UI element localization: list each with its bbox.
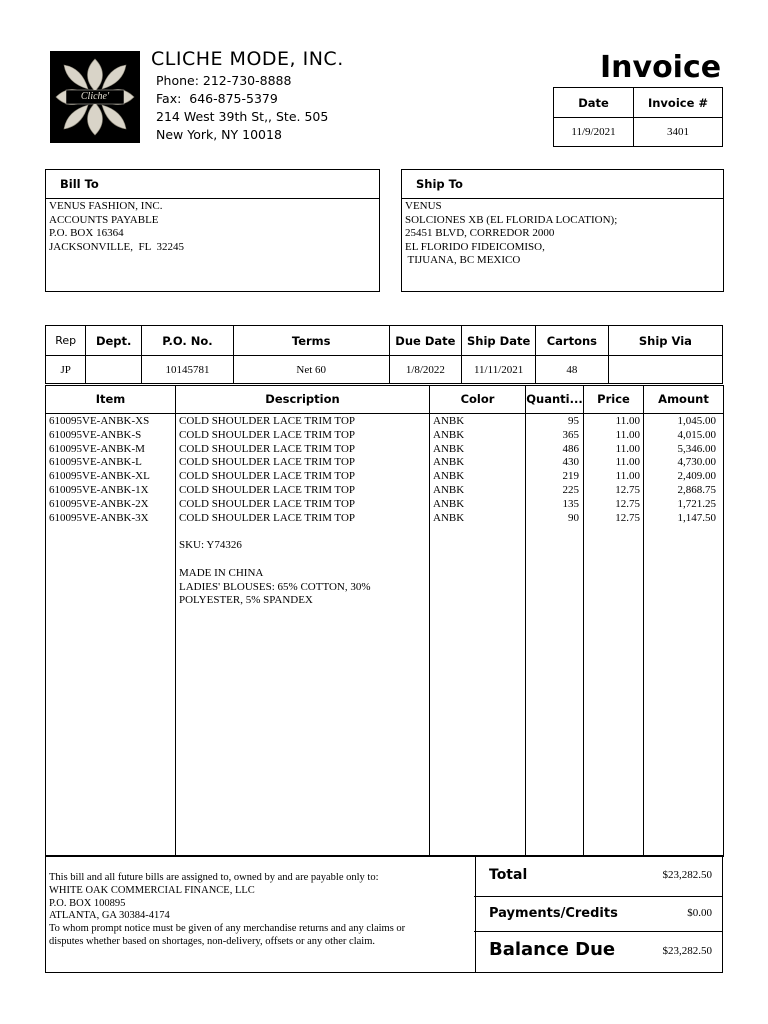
bill-to-address: VENUS FASHION, INC. ACCOUNTS PAYABLE P.O. BOX 16364 JACKSONVILLE, FL 32245 — [49, 200, 184, 253]
description-header: Description — [176, 386, 429, 414]
total-label: Total — [489, 867, 528, 883]
totals-box — [474, 855, 723, 973]
company-phone: Phone: 212-730-8888 — [156, 73, 292, 88]
company-address-line2: New York, NY 10018 — [156, 127, 282, 142]
company-logo — [50, 51, 140, 143]
payments-label: Payments/Credits — [489, 906, 618, 921]
invoice-number: 3401 — [634, 118, 723, 147]
item-quantities: 95 365 486 430 219 225 135 90 — [562, 415, 579, 524]
ship-date-value: 11/11/2021 — [462, 356, 536, 384]
company-name: CLICHE MODE, INC. — [151, 48, 344, 70]
amount-header: Amount — [644, 386, 723, 414]
notice-line-2: WHITE OAK COMMERCIAL FINANCE, LLC — [49, 884, 255, 896]
ship-date-header: Ship Date — [462, 326, 536, 356]
invoice-meta-table — [553, 87, 723, 147]
balance-due-label: Balance Due — [489, 939, 616, 960]
dept-header: Dept. — [86, 326, 142, 356]
item-amounts: 1,045.00 4,015.00 5,346.00 4,730.00 2,409.00 2,868.75 1,721.25 1,147.50 — [677, 415, 716, 524]
assignment-notice — [45, 855, 476, 973]
cartons-header: Cartons — [536, 326, 609, 356]
rep-value: JP — [46, 356, 86, 384]
item-prices: 11.00 11.00 11.00 11.00 11.00 12.75 12.75 12.75 — [615, 415, 640, 524]
total-row — [474, 856, 722, 897]
logo-text: Cliche' — [80, 91, 110, 102]
notice-line-6: disputes whether based on shortages, non-delivery, offsets or any other claim. — [49, 935, 375, 947]
payments-value: $0.00 — [687, 907, 712, 919]
bill-to-label: Bill To — [46, 170, 379, 199]
item-header: Item — [46, 386, 175, 414]
notice-line-1: This bill and all future bills are assigned to, owned by and are payable only to: — [49, 872, 379, 883]
due-date-header: Due Date — [389, 326, 462, 356]
po-number-value: 10145781 — [141, 356, 233, 384]
line-items-table — [45, 385, 724, 857]
item-colors: ANBK ANBK ANBK ANBK ANBK ANBK ANBK ANBK — [433, 415, 465, 524]
dept-value — [86, 356, 142, 384]
terms-header: Terms — [233, 326, 389, 356]
total-value: $23,282.50 — [662, 869, 712, 881]
ship-via-header: Ship Via — [608, 326, 722, 356]
notice-line-4: ATLANTA, GA 30384-4174 — [49, 910, 170, 922]
quantity-header: Quanti... — [526, 386, 583, 414]
color-header: Color — [430, 386, 525, 414]
date-header: Date — [554, 88, 634, 118]
balance-due-value: $23,282.50 — [662, 945, 712, 957]
notice-line-5: To whom prompt notice must be given of any merchandise returns and any claims or — [49, 923, 406, 935]
invoice-date: 11/9/2021 — [554, 118, 634, 147]
ship-via-value — [608, 356, 722, 384]
payments-row — [474, 897, 722, 932]
rep-header: Rep — [46, 326, 86, 356]
item-descriptions: COLD SHOULDER LACE TRIM TOP COLD SHOULDER LACE TRIM TOP COLD SHOULDER LACE TRIM TOP COLD SHOULDER LACE TRIM TOP COLD SHOULDER LACE TRIM TOP COLD SHOULDER LACE TRIM TOP COLD SHOULDER LACE TRIM TOP COLD SHOULDER LACE TRIM TOP SKU: Y74326 MADE IN CHINA LADIES' BLOUSES: 65% COTTON, 30% POLYESTER, 5% SPANDEX — [179, 415, 371, 607]
po-number-header: P.O. No. — [141, 326, 233, 356]
item-codes: 610095VE-ANBK-XS 610095VE-ANBK-S 610095VE-ANBK-M 610095VE-ANBK-L 610095VE-ANBK-XL 610095VE-ANBK-1X 610095VE-ANBK-2X 610095VE-ANBK-3X — [49, 415, 150, 524]
invoice-title: Invoice — [600, 50, 722, 85]
ship-to-label: Ship To — [402, 170, 723, 199]
company-address-line1: 214 West 39th St,, Ste. 505 — [156, 109, 329, 124]
ship-to-address: VENUS SOLCIONES XB (EL FLORIDA LOCATION); 25451 BLVD, CORREDOR 2000 EL FLORIDO FIDEICOMISO, TIJUANA, BC MEXICO — [405, 200, 618, 266]
ship-to-box — [401, 169, 724, 292]
due-date-value: 1/8/2022 — [389, 356, 462, 384]
cartons-value: 48 — [536, 356, 609, 384]
company-fax: Fax: 646-875-5379 — [156, 91, 278, 106]
order-info-table — [45, 325, 723, 384]
balance-due-row — [474, 932, 722, 972]
invoice-number-header: Invoice # — [634, 88, 723, 118]
notice-line-3: P.O. BOX 100895 — [49, 897, 126, 909]
price-header: Price — [584, 386, 643, 414]
terms-value: Net 60 — [233, 356, 389, 384]
bill-to-box — [45, 169, 380, 292]
